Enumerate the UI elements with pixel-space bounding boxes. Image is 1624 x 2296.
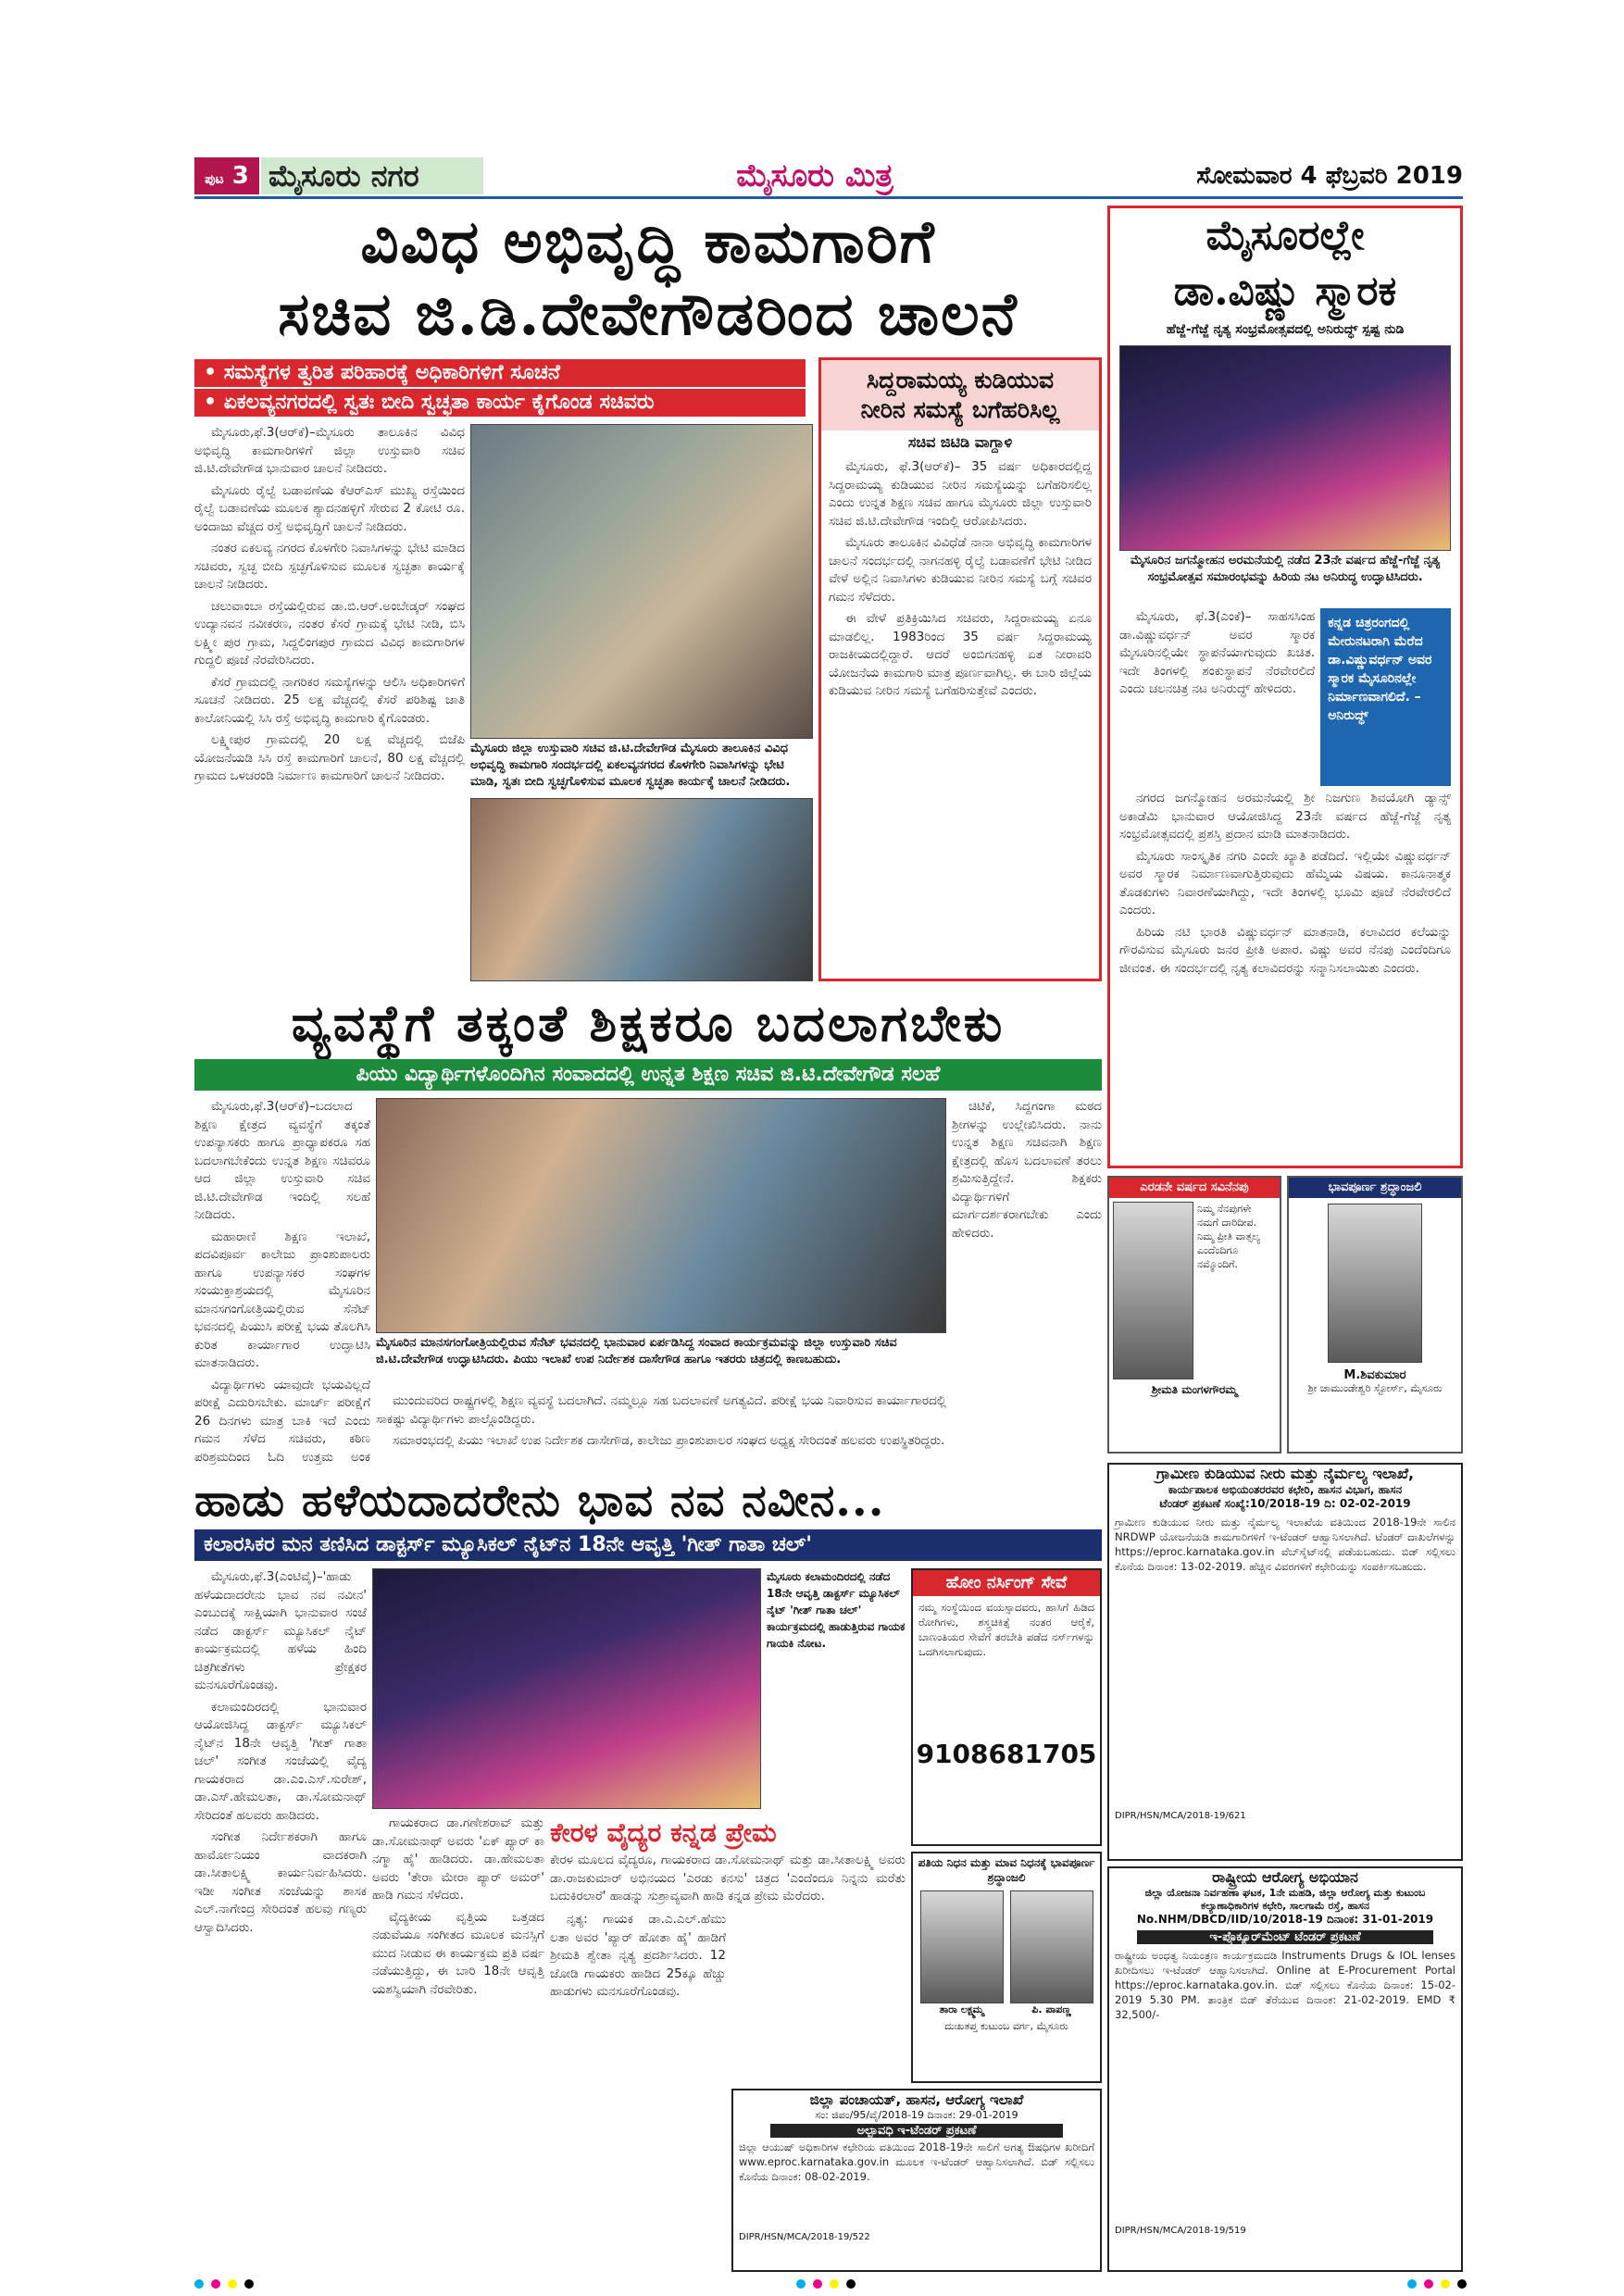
obituary-left xyxy=(1107,1176,1281,1454)
notice3-ref: No.NHM/DBCD/IID/10/2018-19 ದಿನಾಂಕ: 31-01-2019 xyxy=(1136,1913,1434,1926)
home-nursing-title: ಹೋಂ ನರ್ಸಿಂಗ್ ಸೇವೆ xyxy=(913,1570,1100,1596)
obituary-left-name: ಶ್ರೀಮತಿ ಮಂಗಳಗೌರಮ್ಮ xyxy=(1151,1383,1238,1396)
notice3-sub: ಜಿಲ್ಲಾ ಯೋಜನಾ ನಿರ್ವಹಣಾ ಘಟಕ, 1ನೇ ಮಹಡಿ, ಜಿಲ್ಲಾ ಆರೋಗ್ಯ ಮತ್ತು ಕುಟುಂಬ ಕಲ್ಯಾಣಾಧಿಕಾರಿಗಳ ಕಛೇರಿ, ಸಾಲಗಾಮೆ ರಸ್ತೆ, ಹಾಸನ xyxy=(1144,1887,1426,1912)
obituary-left-title: ಎರಡನೇ ವರ್ಷದ ಸವಿನೆನಪು xyxy=(1109,1178,1280,1198)
cyan-dot xyxy=(796,2279,806,2289)
notice2-org: ಜಿಲ್ಲಾ ಪಂಚಾಯತ್, ಹಾಸನ, ಆರೋಗ್ಯ ಇಲಾಖೆ xyxy=(809,2091,1024,2108)
kerala-headline: ಕೇರಳ ವೈದ್ಯರ ಕನ್ನಡ ಪ್ರೇಮ xyxy=(550,1817,777,1848)
lead-headline-2: ಸಚಿವ ಜಿ.ಡಿ.ದೇವೇಗೌಡರಿಂದ ಚಾಲನೆ xyxy=(278,280,1018,349)
notice2-ref: ಸಂ: ಜಿಪಂ/95/ವೈ/2018-19 ದಿನಾಂಕ: 29-01-2019 xyxy=(815,2109,1018,2121)
sidebar-body-top xyxy=(1119,608,1315,775)
home-nursing-ad xyxy=(911,1568,1102,1846)
obituary-left-photo xyxy=(1113,1202,1193,1379)
side-headline-1: ಸಿದ್ದರಾಮಯ್ಯ ಕುಡಿಯುವ xyxy=(866,367,1055,393)
notice3-code: DIPR/HSN/MCA/2018-19/519 xyxy=(1115,2226,1246,2236)
kerala-box xyxy=(550,1815,906,1907)
sidebar-photo xyxy=(1119,345,1451,551)
notice3-org: ರಾಷ್ಟ್ರೀಯ ಆರೋಗ್ಯ ಅಭಿಯಾನ xyxy=(1212,1868,1358,1886)
teachers-para: ಸಮಾರಂಭದಲ್ಲಿ ಪಿಯು ಇಲಾಖೆ ಉಪ ನಿರ್ದೇಶಕ ದಾಸೇಗೌಡ, ಕಾಲೇಜು ಪ್ರಾಂಶುಪಾಲರ ಸಂಘದ ಅಧ್ಯಕ್ಷ ಸೇರಿದಂತೆ ಹಲವರು ಉಪಸ್ಥಿತರಿದ್ದರು. xyxy=(393,1433,945,1448)
side-story-box xyxy=(818,357,1102,981)
lead-para: ನಂತರ ಏಕಲವ್ಯ ನಗರದ ಕೊಳಗೇರಿ ನಿವಾಸಿಗಳನ್ನು ಭೇಟಿ ಮಾಡಿದ ಸಚಿವರು, ಸ್ವಚ್ಛ ಬೀದಿ ಸ್ಪಚ್ಛಗೊಳಿಸುವ ಮೂಲಕ ಸ್ವಚ್ಛತಾ ಕಾರ್ಯಕ್ಕೆ ಚಾಲನೆ ನೀಡಿದರು. xyxy=(194,541,465,592)
notice1-body: ಗ್ರಾಮೀಣ ಕುಡಿಯುವ ನೀರು ಮತ್ತು ನೈರ್ಮಲ್ಯ ಇಲಾಖೆಯ ವತಿಯಿಂದ 2018-19ನೇ ಸಾಲಿನ NRDWP ಯೋಜನೆಯಡಿ ಕಾಮಗಾರಿಗಳಿಗೆ ಇ-ಟೆಂಡರ್ ಆಹ್ವಾನಿಸಲಾಗಿದೆ. ಟೆಂಡರ್ ದಾಖಲೆಗಳನ್ನು https://eproc.karnataka.gov.in ವೆಬ್‌ಸೈಟ್‌ನಲ್ಲಿ ಪಡೆಯಬಹುದು. ಬಿಡ್ ಸಲ್ಲಿಸಲು ಕೊನೆಯ ದಿನಾಂಕ: 13-02-2019. ಹೆಚ್ಚಿನ ವಿವರಗಳಿಗೆ ಕಛೇರಿಯನ್ನು ಸಂಪರ್ಕಿಸಬಹುದು. xyxy=(1115,1516,1455,1573)
notice2-title: ಅಲ್ಪಾವಧಿ ಇ-ಟೆಂಡರ್ ಪ್ರಕಟಣೆ xyxy=(770,2124,1063,2138)
teachers-para: ಚಿಟಿಕೆ, ಸಿದ್ದಗಂಗಾ ಮಠದ ಶ್ರೀಗಳನ್ನು ಉಲ್ಲೇಖಿಸಿದರು. ನಾನು ಉನ್ನತ ಶಿಕ್ಷಣ ಸಚಿವನಾಗಿ ಶಿಕ್ಷಣ ಕ್ಷೇತ್ರದಲ್ಲಿ ಹೊಸ ಬದಲಾವಣೆ ತರಲು ಶ್ರಮಿಸುತ್ತಿದ್ದೇನೆ. ಶಿಕ್ಷಕರು ವಿದ್ಯಾರ್ಥಿಗಳಿಗೆ ಮಾರ್ಗದರ್ಶಕರಾಗಬೇಕು ಎಂದು ಹೇಳಿದರು. xyxy=(952,1099,1102,1241)
page-number: 3 xyxy=(231,162,249,190)
cyan-dot xyxy=(194,2279,204,2289)
notice1-code: DIPR/HSN/MCA/2018-19/621 xyxy=(1115,1811,1246,1821)
notice1-org: ಗ್ರಾಮೀಣ ಕುಡಿಯುವ ನೀರು ಮತ್ತು ನೈರ್ಮಲ್ಯ ಇಲಾಖೆ, xyxy=(1156,1465,1415,1482)
teachers-headline: ವ್ಯವಸ್ಥೆಗೆ ತಕ್ಕಂತೆ ಶಿಕ್ಷಕರೂ ಬದಲಾಗಬೇಕು xyxy=(291,993,1006,1053)
teachers-body-mid xyxy=(376,1392,946,1468)
magenta-dot xyxy=(1424,2279,1433,2289)
obituary-left-text: ನಿಮ್ಮ ನೆನಪುಗಳೇ ನಮಗೆ ದಾರಿದೀಪ. ನಿಮ್ಮ ಪ್ರೀತಿ ವಾತ್ಸಲ್ಯ ಎಂದೆಂದಿಗೂ ನಮ್ಮೊಂದಿಗೆ. xyxy=(1197,1203,1261,1270)
registration-marks-center xyxy=(796,2279,856,2289)
lead-photo-crowd xyxy=(470,798,813,981)
notice-nhm xyxy=(1107,1866,1463,2272)
notice-rural-water xyxy=(1107,1463,1463,1861)
obituary-right xyxy=(1287,1176,1463,1454)
teachers-photo xyxy=(376,1098,946,1333)
notice-zilla-panchayat xyxy=(731,2089,1102,2272)
sidebar-photo-caption: ಮೈಸೂರಿನ ಜಗನ್ಮೋಹನ ಅರಮನೆಯಲ್ಲಿ ನಡೆದ 23ನೇ ವರ್ಷದ ಹೆಜ್ಜೆ-ಗೆಜ್ಜೆ ನೃತ್ಯ ಸಂಭ್ರಮೋತ್ಸವ ಸಮಾರಂಭವನ್ನು ಹಿರಿಯ ನಟ ಅನಿರುದ್ಧ ಉದ್ಘಾಟಿಸಿದರು. xyxy=(1130,554,1441,584)
lead-para: ಮೈಸೂರು,ಫೆ.3(ಆರ್‌ಕೆ)–ಮೈಸೂರು ತಾಲೂಕಿನ ವಿವಿಧ ಅಭಿವೃದ್ಧಿ ಕಾಮಗಾರಿಗಳಿಗೆ ಜಿಲ್ಲಾ ಉಸ್ತುವಾರಿ ಸಚಿವ ಜಿ.ಟಿ.ದೇವೇಗೌಡ ಭಾನುವಾರ ಚಾಲನೆ ನೀಡಿದರು. xyxy=(194,425,465,476)
notice2-body: ಜಿಲ್ಲಾ ಆಯುಷ್ ಅಧಿಕಾರಿಗಳ ಕಛೇರಿಯ ವತಿಯಿಂದ 2018-19ನೇ ಸಾಲಿಗೆ ಅಗತ್ಯ ಔಷಧಿಗಳ ಖರೀದಿಗೆ www.eproc.karnataka.gov.in ಮೂಲಕ ಇ-ಟೆಂಡರ್ ಆಹ್ವಾನಿಸಲಾಗಿದೆ. ಬಿಡ್ ಸಲ್ಲಿಸಲು ಕೊನೆಯ ದಿನಾಂಕ: 08-02-2019. xyxy=(739,2140,1094,2183)
magenta-dot xyxy=(813,2279,822,2289)
songs-para: ಸಂಗೀತ ನಿರ್ದೇಶಕರಾಗಿ ಹಾಗೂ ಹಾರ್ಮೋನಿಯಂ ವಾದಕರಾಗಿ ಡಾ.ಸೀತಾಲಕ್ಷ್ಮಿ ಕಾರ್ಯನಿರ್ವಹಿಸಿದರು. ಇಡೀ ಸಂಗೀತ ಸಂಜೆಯನ್ನು ಶಾಸಕ ಎಲ್.ನಾಗೇಂದ್ರ ಸೇರಿದಂತೆ ಹಲವು ಗಣ್ಯರು ಆಸ್ವಾದಿಸಿದರು. xyxy=(194,1829,367,1935)
obituary-right-photo xyxy=(1328,1204,1422,1363)
bereavement-title: ಪತಿಯ ನಿಧನ ಮತ್ತು ಮಾವ ನಿಧನಕ್ಕೆ ಭಾವಪೂರ್ಣ ಶ್ರದ್ಧಾಂಜಲಿ xyxy=(918,1856,1095,1884)
sidebar-body xyxy=(1110,790,1460,1206)
bereavement-photo-2 xyxy=(1010,1890,1093,2003)
registration-marks-right xyxy=(1407,2279,1467,2289)
teachers-para: ಮುಂದುವರಿದ ರಾಷ್ಟ್ರಗಳಲ್ಲಿ ಶಿಕ್ಷಣ ವ್ಯವಸ್ಥೆ ಬದಲಾಗಿದೆ. ನಮ್ಮಲ್ಲೂ ಸಹ ಬದಲಾವಣೆ ಅಗತ್ಯವಿದೆ. ಪರೀಕ್ಷೆ ಭಯ ನಿವಾರಿಸುವ ಕಾರ್ಯಾಗಾರದಲ್ಲಿ ಸಾಕಷ್ಟು ವಿದ್ಯಾರ್ಥಿಗಳು ಪಾಲ್ಗೊಂಡಿದ್ದರು. xyxy=(376,1393,946,1427)
lead-bullet-1: • ಸಮಸ್ಯೆಗಳ ತ್ವರಿತ ಪರಿಹಾರಕ್ಕೆ ಅಧಿಕಾರಿಗಳಿಗೆ ಸೂಚನೆ xyxy=(194,359,806,387)
yellow-dot xyxy=(830,2279,839,2289)
teachers-para: ವಿದ್ಯಾರ್ಥಿಗಳು ಯಾವುದೇ ಭಯವಿಲ್ಲದೆ ಪರೀಕ್ಷೆ ಎದುರಿಸಬೇಕು. ಮಾರ್ಚ್ ಪರೀಕ್ಷೆಗೆ 26 ದಿನಗಳು ಮಾತ್ರ ಬಾಕಿ ಇದೆ ಎಂದು ಗಮನ ಸೆಳೆದ ಸಚಿವರು, ಕಠಿಣ ಪರಿಶ್ರಮದಿಂದ ಓದಿ ಉತ್ತಮ ಅಂಕ xyxy=(194,1377,370,1465)
sidebar-para: ಮೈಸೂರು ಸಾಂಸ್ಕೃತಿಕ ನಗರಿ ಎಂದೇ ಖ್ಯಾತಿ ಪಡೆದಿದೆ. ಇಲ್ಲಿಯೇ ವಿಷ್ಣುವರ್ಧನ್ ಅವರ ಸ್ಮಾರಕ ನಿರ್ಮಾಣವಾಗುತ್ತಿರುವುದು ಹೆಮ್ಮೆಯ ವಿಷಯ. ಕಾನೂನಾತ್ಮಕ ತೊಡಕುಗಳು ನಿವಾರಣೆಯಾಗಿದ್ದು, ಇದೇ ತಿಂಗಳಲ್ಲಿ ಭೂಮಿ ಪೂಜೆ ನೆರವೇರಲಿದೆ ಎಂದರು. xyxy=(1119,848,1451,917)
sidebar-para: ಹಿರಿಯ ನಟಿ ಭಾರತಿ ವಿಷ್ಣುವರ್ಧನ್ ಮಾತನಾಡಿ, ಕಲಾವಿದರ ಕಲೆಯನ್ನು ಗೌರವಿಸುವ ಮೈಸೂರು ಜನರ ಪ್ರೀತಿ ಅಪಾರ. ವಿಷ್ಣು ಅವರ ನೆನಪು ಎಂದೆಂದಿಗೂ ಜೀವಂತ. ಈ ಸಂದರ್ಭದಲ್ಲಿ ನೃತ್ಯ ಕಲಾವಿದರನ್ನು ಸನ್ಮಾನಿಸಲಾಯಿತು ಎಂದರು. xyxy=(1119,924,1451,976)
registration-marks-left xyxy=(194,2279,254,2289)
issue-date: ಸೋಮವಾರ 4 ಫೆಬ್ರವರಿ 2019 xyxy=(1196,162,1463,190)
songs-headline: ಹಾಡು ಹಳೆಯದಾದರೇನು ಭಾವ ನವ ನವೀನ... xyxy=(194,1475,885,1527)
songs-para: ನೃತ್ಯ: ಗಾಯಕ ಡಾ.ಎ.ಎಲ್.ಹೆಮು ಲತಾ ಅವರ 'ಪ್ಯಾರ್ ಹೋತಾ ಹೈ' ಹಾಡಿಗೆ ಶ್ರೀಮತಿ ಶ್ವೇತಾ ನೃತ್ಯ ಪ್ರದರ್ಶಿಸಿದರು. 12 ಜೋಡಿ ಗಾಯಕರು ಹಾಡಿದ 25ಕ್ಕೂ ಹೆಚ್ಚು ಹಾಡುಗಳು ಮನಸೂರೆಗೊಂಡವು. xyxy=(550,1912,726,1999)
notice1-sub: ಕಾರ್ಯಪಾಲಕ ಅಭಿಯಂತರರವರ ಕಛೇರಿ, ಹಾಸನ ವಿಭಾಗ, ಹಾಸನ xyxy=(1168,1483,1403,1496)
bereavement-person-1: ತಾರಾ ಲಕ್ಷ್ಮಮ್ಮ xyxy=(939,2003,984,2015)
black-dot xyxy=(244,2279,254,2289)
black-dot xyxy=(846,2279,856,2289)
side-para: ಮೈಸೂರು ತಾಲೂಕಿನ ವಿವಿಧೆಡೆ ನಾನಾ ಅಭಿವೃದ್ಧಿ ಕಾಮಗಾರಿಗಳ ಚಾಲನೆ ಸಂದರ್ಭದಲ್ಲಿ ನಾಗನಹಳ್ಳಿ ರೈಲ್ವೆ ಬಡಾವಣೆಗೆ ಭೇಟಿ ನೀಡಿದ ವೇಳೆ ಅಲ್ಲಿನ ನಿವಾಸಿಗಳು ಕುಡಿಯುವ ನೀರಿನ ಸಮಸ್ಯೆ ಬಗ್ಗೆ ಸಚಿವರ ಗಮನ ಸೆಳೆದರು. xyxy=(829,535,1092,605)
sidebar-para: ಮೈಸೂರು, ಫೆ.3(ಎಂಕೆ)– ಸಾಹಸಸಿಂಹ ಡಾ.ವಿಷ್ಣುವರ್ಧನ್ ಅವರ ಸ್ಮಾರಕ ಮೈಸೂರಿನಲ್ಲಿಯೇ ಸ್ಥಾಪನೆಯಾಗುವುದು ಖಚಿತ. ಇದೇ ತಿಂಗಳಲ್ಲಿ ಶಂಕುಸ್ಥಾಪನೆ ನೆರವೇರಲಿದೆ ಎಂದು ಚಲನಚಿತ್ರ ನಟ ಅನಿರುದ್ಧ್ ಹೇಳಿದರು. xyxy=(1119,609,1316,696)
notice2-code: DIPR/HSN/MCA/2018-19/522 xyxy=(739,2232,870,2242)
teachers-subhead: ಪಿಯು ವಿದ್ಯಾರ್ಥಿಗಳೊಂದಿಗಿನ ಸಂವಾದದಲ್ಲಿ ಉನ್ನತ ಶಿಕ್ಷಣ ಸಚಿವ ಜಿ.ಟಿ.ದೇವೇಗೌಡ ಸಲಹೆ xyxy=(194,1059,1102,1091)
home-nursing-text: ನಮ್ಮ ಸಂಸ್ಥೆಯಿಂದ ವಯಸ್ಸಾದವರು, ಹಾಸಿಗೆ ಹಿಡಿದ ರೋಗಿಗಳು, ಶಸ್ತ್ರಚಿಕಿತ್ಸೆ ನಂತರ ಆರೈಕೆ, ಬಾಣಂತಿಯರ ಸೇವೆಗೆ ತರಬೇತಿ ಪಡೆದ ನರ್ಸ್‌ಗಳನ್ನು ಒದಗಿಸಲಾಗುವುದು. xyxy=(918,1601,1094,1658)
lead-para: ಚಲುವಾಂಬಾ ರಸ್ತೆಯಲ್ಲಿರುವ ಡಾ.ಬಿ.ಆರ್.ಅಂಬೇಡ್ಕರ್ ಸಂಘದ ಉದ್ಯಾನವನ ನವೀಕರಣ, ನಂತರ ಕೆಸರೆ ಗ್ರಾಮಕ್ಕೆ ಭೇಟಿ ನೀಡಿ, ಬಿಸಿ ಲಕ್ಷ್ಮೀ ಪುರ ಗ್ರಾಮ, ಸಿದ್ದಲಿಂಗಪುರ ಗ್ರಾಮದ ವಿವಿಧ ಕಾಮಗಾರಿಗಳ ಗುದ್ದಲಿ ಪೂಜೆ ನೆರವೇರಿಸಿದರು. xyxy=(194,598,465,668)
section-name: ಮೈಸೂರು ನಗರ xyxy=(261,157,483,194)
songs-subhead: ಕಲಾರಸಿಕರ ಮನ ತಣಿಸಿದ ಡಾಕ್ಟರ್ಸ್ ಮ್ಯೂಸಿಕಲ್ ನೈಟ್‌ನ 18ನೇ ಆವೃತ್ತಿ 'ಗೀತ್ ಗಾತಾ ಚಲ್' xyxy=(194,1529,1102,1561)
side-story-body xyxy=(821,455,1099,980)
cyan-dot xyxy=(1407,2279,1417,2289)
side-headline-2: ನೀರಿನ ಸಮಸ್ಯೆ ಬಗೆಹರಿಸಿಲ್ಲ xyxy=(860,396,1060,423)
notice3-title: ಇ-ಪ್ರೊಕ್ಯೂರ್‌ಮೆಂಟ್ ಟೆಂಡರ್ ಪ್ರಕಟಣೆ xyxy=(1137,1930,1433,1944)
songs-photo-caption: ಮೈಸೂರು ಕಲಾಮಂದಿರದಲ್ಲಿ ನಡೆದ 18ನೇ ಆವೃತ್ತಿ ಡಾಕ್ಟರ್ಸ್ ಮ್ಯೂಸಿಕಲ್ ನೈಟ್ 'ಗೀತ್ ಗಾತಾ ಚಲ್' ಕಾರ್ಯಕ್ರಮದಲ್ಲಿ ಹಾಡುತ್ತಿರುವ ಗಾಯಕ ಗಾಯಕಿ ನೋಟ. xyxy=(767,1570,906,1650)
songs-body-col1 xyxy=(194,1568,367,2272)
magenta-dot xyxy=(211,2279,220,2289)
teachers-para: ಮಹಾರಾಣಿ ಶಿಕ್ಷಣ ಇಲಾಖೆ, ಪದವಿಪೂರ್ವ ಕಾಲೇಜು ಪ್ರಾಂಶುಪಾಲರು ಹಾಗೂ ಉಪನ್ಯಾಸಕರ ಸಂಘಗಳ ಸಂಯುಕ್ತಾಶ್ರಯದಲ್ಲಿ ಮೈಸೂರಿನ ಮಾನಸಗಂಗೋತ್ರಿಯಲ್ಲಿರುವ ಸೆನೆಟ್ ಭವನದಲ್ಲಿ ಪಿಯುಸಿ ಪರೀಕ್ಷೆ ಭಯ ತೊಲಗಿಸಿ ಕುರಿತ ಕಾರ್ಯಾಗಾರ ಉದ್ಘಾಟಿಸಿ ಮಾತನಾಡಿದರು. xyxy=(194,1229,370,1370)
paper-name: ಮೈಸೂರು ಮಿತ್ರ xyxy=(736,157,893,194)
yellow-dot xyxy=(228,2279,237,2289)
black-dot xyxy=(1457,2279,1467,2289)
lead-photo-caption: ಮೈಸೂರು ಜಿಲ್ಲಾ ಉಸ್ತುವಾರಿ ಸಚಿವ ಜಿ.ಟಿ.ದೇವೇಗೌಡ ಮೈಸೂರು ತಾಲೂಕಿನ ವಿವಿಧ ಅಭಿವೃದ್ಧಿ ಕಾಮಗಾರಿ ಸಂದರ್ಭದಲ್ಲಿ ಏಕಲವ್ಯನಗರದ ಕೊಳಗೇರಿ ನಿವಾಸಿಗಳನ್ನು ಭೇಟಿ ಮಾಡಿ, ಸ್ವತಃ ಬೀದಿ ಸ್ವಚ್ಛಗೊಳಿಸುವ ಮೂಲಕ ಸ್ವಚ್ಛತಾ ಕಾರ್ಯಕ್ಕೆ ಚಾಲನೆ ನೀಡಿದರು. xyxy=(470,742,791,789)
sidebar-info-box: ಕನ್ನಡ ಚಿತ್ರರಂಗದಲ್ಲಿ ಮೇರುನಟರಾಗಿ ಮೆರೆದ ಡಾ.ವಿಷ್ಣುವರ್ಧನ್ ಅವರ ಸ್ಮಾರಕ ಮೈಸೂರಿನಲ್ಲೇ ನಿರ್ಮಾಣವಾಗಲಿದೆ. – ಅನಿರುದ್ಧ್ xyxy=(1320,608,1451,786)
bereavement-photo-1 xyxy=(920,1890,1004,2003)
yellow-dot xyxy=(1441,2279,1450,2289)
lead-para: ಲಕ್ಷ್ಮೀಪುರ ಗ್ರಾಮದಲ್ಲಿ 20 ಲಕ್ಷ ವೆಚ್ಚದಲ್ಲಿ ಬಿಜೆಪಿ ಯೋಜನೆಯಡಿ ಸಿಸಿ ರಸ್ತೆ ಕಾಮಗಾರಿಗೆ ಚಾಲನೆ, 80 ಲಕ್ಷ ವೆಚ್ಚದಲ್ಲಿ ಗ್ರಾಮದ ಒಳಚರಂಡಿ ನಿರ್ಮಾಣ ಕಾಮಗಾರಿಗೆ ಚಾಲನೆ ನೀಡಿದರು. xyxy=(194,732,465,783)
notice1-ref: ಟೆಂಡರ್ ಪ್ರಕಟಣೆ ಸಂಖ್ಯೆ:10/2018-19 ದಿ: 02-02-2019 xyxy=(1159,1497,1411,1510)
songs-body-col2 xyxy=(372,1815,544,2272)
obituary-right-name: M.ಶಿವಕುಮಾರ xyxy=(1343,1368,1406,1382)
lead-bullet-2: • ಏಕಲವ್ಯನಗರದಲ್ಲಿ ಸ್ವತಃ ಬೀದಿ ಸ್ವಚ್ಛತಾ ಕಾರ್ಯ ಕೈಗೊಂಡ ಸಚಿವರು xyxy=(194,389,806,417)
sidebar-headline-1: ಮೈಸೂರಲ್ಲೇ xyxy=(1206,212,1365,259)
teachers-para: ಮೈಸೂರು,ಫೆ.3(ಆರ್‌ಕೆ)–ಬದಲಾದ ಶಿಕ್ಷಣ ಕ್ಷೇತ್ರದ ವ್ಯವಸ್ಥೆಗೆ ತಕ್ಕಂತೆ ಉಪನ್ಯಾಸಕರು ಹಾಗೂ ಪ್ರಾಧ್ಯಾಪಕರೂ ಸಹ ಬದಲಾಗಬೇಕೆಂದು ಉನ್ನತ ಶಿಕ್ಷಣ ಸಚಿವರೂ ಆದ ಜಿಲ್ಲಾ ಉಸ್ತುವಾರಿ ಸಚಿವ ಜಿ.ಟಿ.ದೇವೇಗೌಡ ಇಂದಿಲ್ಲಿ ಸಲಹೆ ನೀಡಿದರು. xyxy=(194,1099,370,1222)
songs-para: ಗಾಯಕರಾದ ಡಾ.ಗಣೇಶರಾವ್ ಮತ್ತು ಡಾ.ಸೋಮನಾಥ್ ಅವರು 'ಏಕ್ ಪ್ಯಾರ್ ಕಾ ನಗ್ಮಾ ಹೈ' ಹಾಡಿದರು. ಡಾ.ಹೇಮಲತಾ ಅವರು 'ತೇರಾ ಮೇರಾ ಪ್ಯಾರ್ ಅಮರ್' ಹಾಡಿ ಗಮನ ಸೆಳೆದರು. xyxy=(372,1816,544,1903)
home-nursing-phone: 9108681705 xyxy=(916,1739,1097,1769)
bereavement-person-2: ಪಿ. ಪಾಪಣ್ಣ xyxy=(1031,2003,1071,2015)
side-para: ಮೈಸೂರು, ಫೆ.3(ಆರ್‌ಕೆ)– 35 ವರ್ಷ ಅಧಿಕಾರದಲ್ಲಿದ್ದ ಸಿದ್ದರಾಮಯ್ಯ ಕುಡಿಯುವ ನೀರಿನ ಸಮಸ್ಯೆಯನ್ನು ಬಗೆಹರಿಸಲಿಲ್ಲ ಎಂದು ಉನ್ನತ ಶಿಕ್ಷಣ ಸಚಿವ ಹಾಗೂ ಮೈಸೂರು ಜಿಲ್ಲಾ ಉಸ್ತುವಾರಿ ಸಚಿವ ಜಿ.ಟಿ.ದೇವೇಗೌಡ ಇಂದಿಲ್ಲಿ ಆರೋಪಿಸಿದರು. xyxy=(829,459,1092,529)
bereavement-footer: ದುಃಖತಪ್ತ ಕುಟುಂಬ ವರ್ಗ, ಮೈಸೂರು xyxy=(944,2020,1068,2032)
obituary-right-title: ಭಾವಪೂರ್ಣ ಶ್ರದ್ಧಾಂಜಲಿ xyxy=(1289,1178,1461,1198)
lead-para: ಕೆಸರೆ ಗ್ರಾಮದಲ್ಲಿ ನಾಗರಿಕರ ಸಮಸ್ಯೆಗಳನ್ನು ಆಲಿಸಿ ಅಧಿಕಾರಿಗಳಿಗೆ ಸೂಚನೆ ನೀಡಿದರು. 25 ಲಕ್ಷ ವೆಚ್ಚದಲ್ಲಿ ಕೆಸರೆ ಪರಿಶಿಷ್ಟ ಜಾತಿ ಕಾಲೋನಿಯಲ್ಲಿ ಸಿಸಿ ರಸ್ತೆ ಅಭಿವೃದ್ಧಿ ಕಾಮಗಾರಿ ಕೈಗೊಂಡರು. xyxy=(194,674,465,726)
page-label: ಪುಟ xyxy=(205,172,224,187)
side-para: ಈ ವೇಳೆ ಪ್ರತಿಕ್ರಿಯಿಸಿದ ಸಚಿವರು, ಸಿದ್ದರಾಮಯ್ಯ ಏನೂ ಮಾಡಲಿಲ್ಲ. 1983ರಿಂದ 35 ವರ್ಷ ಸಿದ್ದರಾಮಯ್ಯ ರಾಜಕೀಯದಲ್ಲಿದ್ದಾರೆ. ಆದರೆ ಅಂಬಿಗನಹಳ್ಳಿ ಏತ ನೀರಾವರಿ ಯೋಜನೆಯ ಕಾಮಗಾರಿ ಮಾತ್ರ ಪೂರ್ಣವಾಗಿಲ್ಲ. ಈ ಬಾರಿ ಜಿಲ್ಲೆಯ ಕುಡಿಯುವ ನೀರಿನ ಸಮಸ್ಯೆ ಬಗೆಹರಿಸುತ್ತೇವೆ ಎಂದರು. xyxy=(829,611,1092,698)
songs-photo xyxy=(372,1568,761,1809)
page-number-badge xyxy=(194,157,259,194)
songs-para: ವೈದ್ಯಕೀಯ ವೃತ್ತಿಯ ಒತ್ತಡದ ನಡುವೆಯೂ ಸಂಗೀತದ ಮೂಲಕ ಮನಸ್ಸಿಗೆ ಮುದ ನೀಡುವ ಈ ಕಾರ್ಯಕ್ರಮ ಪ್ರತಿ ವರ್ಷ ನಡೆಯುತ್ತಿದ್ದು, ಈ ಬಾರಿ 18ನೇ ಆವೃತ್ತಿ ಯಶಸ್ವಿಯಾಗಿ ನೆರವೇರಿತು. xyxy=(372,1909,544,1997)
songs-para: ಕಲಾಮಂದಿರದಲ್ಲಿ ಭಾನುವಾರ ಆಯೋಜಿಸಿದ್ದ ಡಾಕ್ಟರ್ಸ್ ಮ್ಯೂಸಿಕಲ್ ನೈಟ್‌ನ 18ನೇ ಆವೃತ್ತಿ 'ಗೀತ್ ಗಾತಾ ಚಲ್' ಸಂಗೀತ ಸಂಜೆಯಲ್ಲಿ ವೈದ್ಯ ಗಾಯಕರಾದ ಡಾ.ಎಂ.ಎಸ್.ಸುರೇಶ್, ಡಾ.ಎಸ್.ಹೇಮಲತಾ, ಡಾ.ಸೋಮನಾಥ್ ಸೇರಿದಂತೆ ಹಲವರು ಹಾಡಿದರು. xyxy=(194,1699,367,1823)
lead-body-column xyxy=(194,424,465,980)
lead-para: ಮೈಸೂರು ರೈಲ್ವೆ ಬಡಾವಣೆಯ ಕೆಆರ್‌ಎಸ್ ಮುಖ್ಯ ರಸ್ತೆಯಿಂದ ರೈಲ್ವೆ ಬಡಾವಣೆಯ ಮೂಲಕ ಶ್ಯಾದನಹಳ್ಳಿಗೆ ಸೇರುವ 2 ಕೋಟಿ ರೂ. ಅಂದಾಜು ವೆಚ್ಚದ ರಸ್ತೆ ಅಭಿವೃದ್ಧಿಗೆ ಚಾಲನೆ ನೀಡಿದರು. xyxy=(194,482,465,534)
sidebar-box xyxy=(1107,206,1463,1168)
teachers-body-left xyxy=(194,1098,370,1468)
notice3-body: ರಾಷ್ಟ್ರೀಯ ಅಂಧತ್ವ ನಿಯಂತ್ರಣ ಕಾರ್ಯಕ್ರಮದಡಿ Instruments Drugs & IOL lenses ಖರೀದಿಸಲು ಇ-ಟೆಂಡರ್ ಆಹ್ವಾನಿಸಲಾಗಿದೆ. Online at E-Procurement Portal https://eproc.karnataka.gov.in. ಬಿಡ್ ಸಲ್ಲಿಸಲು ಕೊನೆಯ ದಿನಾಂಕ: 15-02-2019 5.30 PM. ತಾಂತ್ರಿಕ ಬಿಡ್ ತೆರೆಯುವ ದಿನಾಂಕ: 21-02-2019. EMD ₹ 32,500/- xyxy=(1115,1949,1455,2021)
sidebar-tagline: ಹೆಜ್ಜೆ-ಗೆಜ್ಜೆ ನೃತ್ಯ ಸಂಭ್ರಮೋತ್ಸವದಲ್ಲಿ ಅನಿರುದ್ಧ್ ಸ್ಪಷ್ಟ ನುಡಿ xyxy=(1166,322,1405,337)
songs-body-col3 xyxy=(550,1911,726,2272)
obituary-right-text: ಶ್ರೀ ಚಾಮುಂಡೇಶ್ವರಿ ಸ್ಟೋರ್ಸ್, ಮೈಸೂರು xyxy=(1307,1382,1443,1394)
teachers-body-right xyxy=(952,1098,1102,1468)
lead-photo-cleaning xyxy=(470,424,813,739)
kerala-body: ಕೇರಳ ಮೂಲದ ವೈದ್ಯರೂ, ಗಾಯಕರಾದ ಡಾ.ಸೋಮನಾಥ್ ಮತ್ತು ಡಾ.ಸೀತಾಲಕ್ಷ್ಮಿ ಅವರು ಡಾ.ರಾಜಕುಮಾರ್ ಅಭಿನಯದ 'ಎರಡು ಕನಸು' ಚಿತ್ರದ 'ಎಂದೆಂದೂ ನಿನ್ನನು ಮರೆತು ಬದುಕಿರಲಾರೆ' ಹಾಡನ್ನು ಸುಶ್ರಾವ್ಯವಾಗಿ ಹಾಡಿ ಕನ್ನಡ ಪ್ರೇಮ ಮೆರೆದರು. xyxy=(550,1853,906,1903)
sidebar-para: ನಗರದ ಜಗನ್ಮೋಹನ ಅರಮನೆಯಲ್ಲಿ ಶ್ರೀ ನಿಜಗುಣ ಶಿವಯೋಗಿ ಡ್ಯಾನ್ಸ್ ಅಕಾಡೆಮಿ ಭಾನುವಾರ ಆಯೋಜಿಸಿದ್ದ 23ನೇ ವರ್ಷದ ಹೆಜ್ಜೆ-ಗೆಜ್ಜೆ ನೃತ್ಯ ಸಂಭ್ರಮೋತ್ಸವದಲ್ಲಿ ಪ್ರಶಸ್ತಿ ಪ್ರದಾನ ಮಾಡಿ ಮಾತನಾಡಿದರು. xyxy=(1119,791,1451,842)
songs-para: ಮೈಸೂರು,ಫೆ.3(ಎಂಟಿವೈ)–'ಹಾಡು ಹಳೆಯದಾದರೇನು ಭಾವ ನವ ನವೀನ' ಎಂಬುದಕ್ಕೆ ಸಾಕ್ಷಿಯಾಗಿ ಭಾನುವಾರ ಸಂಜೆ ನಡೆದ ಡಾಕ್ಟರ್ಸ್ ಮ್ಯೂಸಿಕಲ್ ನೈಟ್ ಕಾರ್ಯಕ್ರಮದಲ್ಲಿ ಹಳೆಯ ಹಿಂದಿ ಚಿತ್ರಗೀತೆಗಳು ಪ್ರೇಕ್ಷಕರ ಮನಸೂರೆಗೊಂಡವು. xyxy=(194,1569,367,1692)
side-subhead: ಸಚಿವ ಜಿಟಿಡಿ ವಾಗ್ದಾಳಿ xyxy=(907,433,1013,451)
sidebar-headline-2: ಡಾ.ವಿಷ್ಣು ಸ್ಮಾರಕ xyxy=(1173,268,1397,315)
teachers-photo-caption: ಮೈಸೂರಿನ ಮಾನಸಗಂಗೋತ್ರಿಯಲ್ಲಿರುವ ಸೆನೆಟ್ ಭವನದಲ್ಲಿ ಭಾನುವಾರ ಏರ್ಪಡಿಸಿದ್ದ ಸಂವಾದ ಕಾರ್ಯಕ್ರಮವನ್ನು ಜಿಲ್ಲಾ ಉಸ್ತುವಾರಿ ಸಚಿವ ಜಿ.ಟಿ.ದೇವೇಗೌಡ ಉದ್ಘಾಟಿಸಿದರು. ಪಿಯು ಇಲಾಖೆ ಉಪ ನಿರ್ದೇಶಕ ದಾಸೇಗೌಡ ಹಾಗೂ ಇತರರು ಚಿತ್ರದಲ್ಲಿ ಕಾಣಬಹುದು. xyxy=(376,1336,897,1366)
masthead-rule xyxy=(194,196,1463,199)
lead-headline-1: ವಿವಿಧ ಅಭಿವೃದ್ಧಿ ಕಾಮಗಾರಿಗೆ xyxy=(360,207,936,277)
bereavement-ad xyxy=(911,1852,1102,2083)
